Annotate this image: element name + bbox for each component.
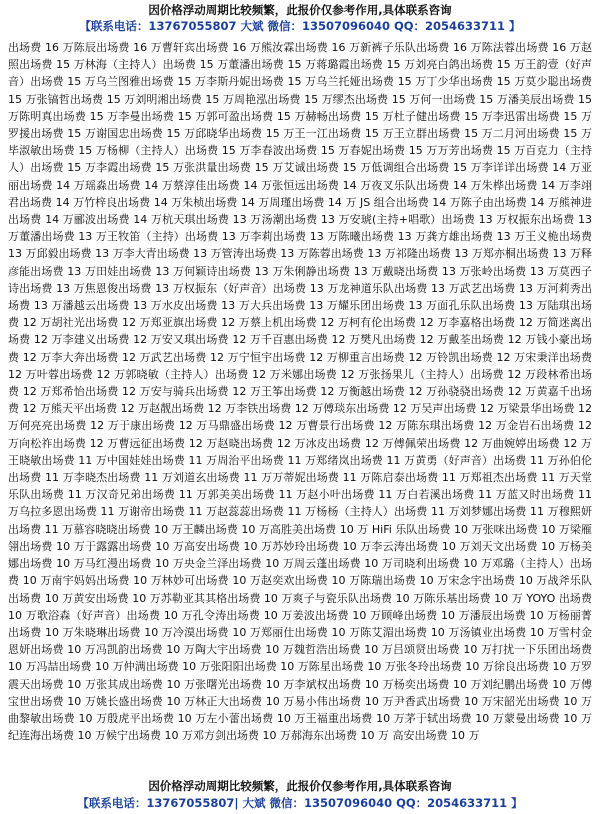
- page-header: [0, 0, 600, 38]
- price-list-text: 出场费 16 万陈辰出场费 16 万曹轩宾出场费 16 万熊汝霖出场费 16 万新裤子乐队出场费 16 万陈法蓉出场费 16 万赵照出场费 15 万林海（主持人）出场费 15 万董潘出场费 15 万蒋璐霞出场费 15 万刘亮白鸽出场费 15 万王韵壹（好声音）出场费 15 万乌兰图雅出场费 15 万李斯丹妮出场费 15 万乌兰托娅出场费 15 万丁少华出场费 15 万莫少聪出场费 15 万张镐哲出场费 15 万刘明湘出场费 15 万周艳泓出场费 15 万缪杰出场费 15 万何一出场费 15 万潘美辰出场费 15 万陈明真出场费 15 万李曼出场费 15 万郭可盈出场费 15 万赫畅出场费 15 万杜子健出场费 15 万李迅雷出场费 15 万罗援出场费 15 万谢国忠出场费 15 万邱晓华出场费 15 万王一江出场费 15 万王立群出场费 15 万二月河出场费 15 万毕淑敏出场费 15 万杨柳（主持人）出场费 15 万李春波出场费 15 万春妮出场费 15 万万芳出场费 15 万百克力（主持人）出场费 15 万李霞出场费 15 万张洪量出场费 15 万艾诚出场费 15 万低调组合出场费 15 万李详详出场费 14 万亚丽出场费 14 万瑶淼出场费 14 万蔡淳佳出场费 14 万张恒远出场费 14 万夜叉乐队出场费 14 万朱桦出场费 14 万李翊君出场费 14 万竹梓良出场费 14 万朱桢出场费 14 万周瑾出场费 14 万 JS 组合出场费 14 万陈子由出场费 14 万熊神进出场费 14 万郦波出场费 14 万杭天琪出场费 13 万汤潮出场费 13 万安琥(主持+唱歌）出场费 13 万权振东出场费 13 万董潘出场费 13 万王牧笛（主持）出场费 13 万李莉出场费 13 万陈曦出场费 13 万龚方雄出场费 13 万王义桅出场费 13 万邱毅出场费 13 万李大青出场费 13 万管涛出场费 13 万陈蓉出场费 13 万祁隆出场费 13 万郑亦桐出场费 13 万释彦能出场费 13 万田娃出场费 13 万何颖诗出场费 13 万朱俐静出场费 13 万戴晓出场费 13 万张岭出场费 13 万莫西子诗出场费 13 万焦恩俊出场费 13 万权振东（好声音）出场费 13 万龙神道乐队出场费 13 万武艺出场费 13 万河莉秀出场费 13 万潘越云出场费 13 万水皮出场费 13 万大兵出场费 13 万耀乐团出场费 13 万面孔乐队出场费 13 万陆琪出场费 12 万胡社光出场费 12 万郑亚旗出场费 12 万蔡上机出场费 12 万柯有伦出场费 12 万李嘉格出场费 12 万简迷离出场费 12 万李建义出场费 12 万安又琪出场费 12 万千百惠出场费 12 万樊凡出场费 12 万戴荃出场费 12 万钱小豪出场费 12 万李大奔出场费 12 万武艺出场费 12 万宁恒宇出场费 12 万柳重言出场费 12 万铃凯出场费 12 万宋秉洋出场费 12 万叶蓉出场费 12 万郭晓敏（主持人）出场费 12 万米娜出场费 12 万张扬果儿（主持人）出场费 12 万段林希出场费 12 万郑希怡出场费 12 万安与骑兵出场费 12 万王筝出场费 12 万衡越出场费 12 万孙骁骁出场费 12 万黄嘉千出场费 12 万熊天平出场费 12 万赵靓出场费 12 万李铁出场费 12 万傅琰东出场费 12 万吴声出场费 12 万梁景华出场费 12 万何亮亮出场费 12 万于康出场费 12 万马鼎盛出场费 12 万曹景行出场费 12 万陈东琪出场费 12 万金岩石出场费 12 万向松祚出场费 12 万曹远征出场费 12 万赵晓出场费 12 万冰皮出场费 12 万傅佩荣出场费 12 万曲婉婷出场费 12 万王晓敏出场费 11 万中国娃娃出场费 11 万周治平出场费 11 万郑绪岚出场费 11 万黄勇（好声音）出场费 11 万孙伯伦出场费 11 万李晓杰出场费 11 万刘道玄出场费 11 万万蒂妮出场费 11 万陈启泰出场费 11 万郑祖杰出场费 11 万天堂乐队出场费 11 万汉奇兄弟出场费 11 万郭美美出场费 11 万赵小叶出场费 11 万白若溪出场费 11 万蓝又时出场费 11 万乌拉多恩出场费 11 万谢帝出场费 11 万赵蕊蕊出场费 11 万杨杨（主持人）出场费 11 万刘梦娜出场费 11 万穆熙妍出场费 11 万慕容晓晓出场费 10 万王麟出场费 10 万高胜美出场费 10 万 HiFi 乐队出场费 10 万张咪出场费 10 万梁雁翎出场费 10 万于露露出场费 10 万高安出场费 10 万苏妙玲出场费 10 万李云涛出场费 10 万刘天文出场费 10 万杨美娜出场费 10 万马红漫出场费 10 万央金兰泽出场费 10 万周云蓬出场费 10 万司晓利出场费 10 万邓璐（主持人）出场费 10 万南宇妈妈出场费 10 万林妙可出场费 10 万赵奕欢出场费 10 万陈瑞出场费 10 万宋念宇出场费 10 万战斧乐队出场费 10 万黄安出场费 10 万苏勒亚其其格出场费 10 万爽子与瓷乐队出场费 10 万陈乐基出场费 10 万 YOYO 出场费 10 万歌浴森（好声音）出场费 10 万孔令涛出场费 10 万姜波出场费 10 万顾峰出场费 10 万潘辰出场费 10 万杨丽菁出场费 10 万朱晓琳出场费 10 万冷漠出场费 10 万郑丽仕出场费 10 万陈艾湄出场费 10 万汤镇业出场费 10 万雪村金恩妍出场费 10 万冯凯韵出场费 10 万陶大宇出场费 10 万魏哲浩出场费 10 万吕颂贤出场费 10 万打扰一下乐团出场费 10 万冯喆出场费 10 万仲满出场费 10 万张阳阳出场费 10 万陈星出场费 10 万张冬玲出场费 10 万徐良出场费 10 万罗震天出场费 10 万张其成出场费 10 万张曙光出场费 10 万李斌权出场费 10 万杨奕出场费 10 万刘纪鹏出场费 10 万傅宝世出场费 10 万姚长盛出场费 10 万林正大出场费 10 万易小伟出场费 10 万尹香武出场费 10 万宋韶光出场费 10 万曲黎敏出场费 10 万殷虎平出场费 10 万左小蕾出场费 10 万王福重出场费 10 万茅于轼出场费 10 万蒙曼出场费 10 万纪连海出场费 10 万候宁出场费 10 万邓方剑出场费 10 万郝海东出场费 10 万 高安出场费 10 万: [8, 41, 592, 743]
- footer-contact: 【联系电话：13767055807| 大斌 微信：13507096040 QQ：2054633711 】: [77, 796, 523, 810]
- header-contact: 【联系电话：13767055807 大斌 微信：13507096040 QQ：2054633711 】: [79, 19, 521, 33]
- header-notice: 因价格浮动周期比较频繁，此报价仅参考作用,具体联系咨询: [148, 3, 452, 17]
- footer-notice: 因价格浮动周期比较频繁，此报价仅参考作用,具体联系咨询: [148, 779, 452, 793]
- page-footer: [0, 768, 600, 814]
